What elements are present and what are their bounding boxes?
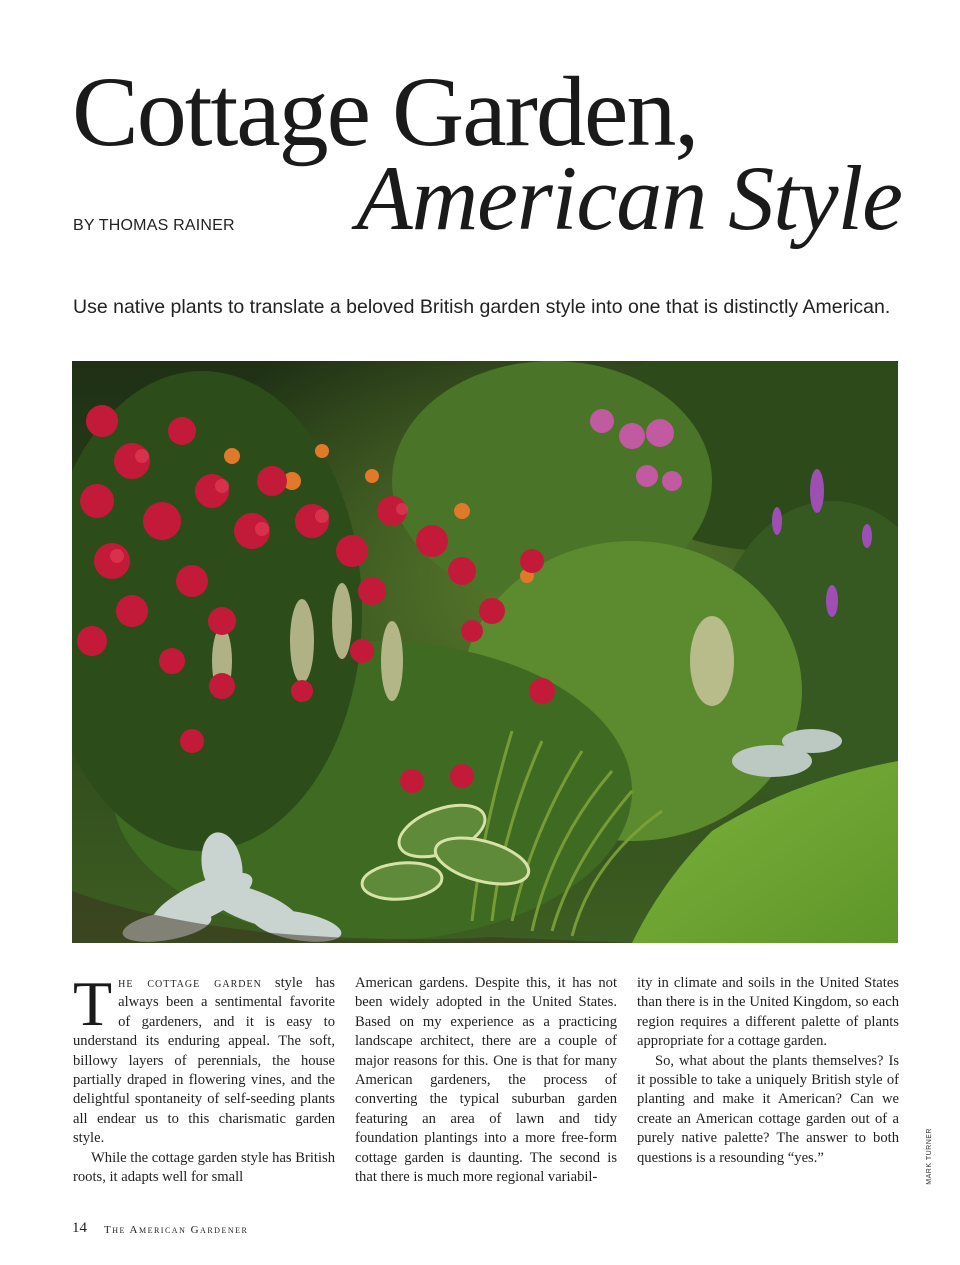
garden-photo-illustration xyxy=(72,361,898,943)
column-2 xyxy=(355,974,617,1187)
column-3 xyxy=(637,974,899,1168)
body-text xyxy=(73,968,899,1194)
byline: BY THOMAS RAINER xyxy=(73,217,235,234)
page-number: 14 xyxy=(72,1220,87,1236)
paragraph-text: style has always been a sentimental favorite of gardeners, and it is easy to understand its enduring appeal. The soft, billowy layers of perennials, the house partially draped in flowering vines, and the delightful spontaneity of self-seeding plants all endear us to this charismatic garden style. xyxy=(73,975,335,1147)
column-1 xyxy=(73,968,335,1187)
article-title-line2: American Style xyxy=(356,147,902,249)
paragraph xyxy=(73,968,335,1149)
paragraph: So, what about the plants themselves? Is it possible to take a uniquely British style of planting and make it American? Can we create an American cottage garden out of a purely native palette? The answer to both questions is a resounding “yes.” xyxy=(637,1052,899,1166)
photo-credit: MARK TURNER xyxy=(926,1128,933,1185)
article-title-line1: Cottage Garden, xyxy=(72,56,698,167)
garden-photo xyxy=(72,361,898,943)
paragraph: While the cottage garden style has British roots, it adapts well for small xyxy=(73,1149,335,1186)
drop-cap: T xyxy=(73,968,113,1039)
lead-in: he cottage garden xyxy=(118,976,262,991)
paragraph: ity in climate and soils in the United States than there is in the United Kingdom, so each region requires a different palette of plants appropriate for a cottage garden. xyxy=(637,975,899,1050)
article-deck: Use native plants to translate a beloved British garden style into one that is distinctly American. xyxy=(73,296,891,318)
paragraph: American gardens. Despite this, it has not been widely adopted in the United States. Based on my experience as a practicing landscape architect, there are a couple of major reasons for this. One is that for many American gardeners, the process of converting the typical suburban garden featuring an area of lawn and tidy foundation plantings into a more free-form cottage garden is daunting. The second is that there is much more regional variabil- xyxy=(355,975,617,1186)
publication-name: The American Gardener xyxy=(104,1224,249,1236)
